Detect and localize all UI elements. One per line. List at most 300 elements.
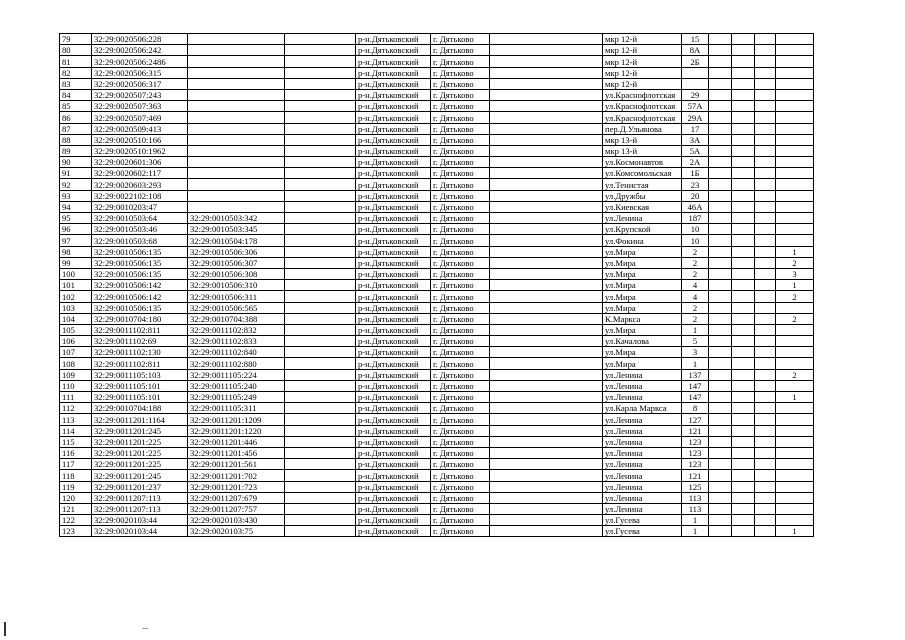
row-number-cell: 112 — [60, 403, 92, 414]
street-cell: ул.Краснофлотская — [603, 112, 682, 123]
row-number-cell: 121 — [60, 503, 92, 514]
empty-cell — [755, 313, 776, 324]
district-cell: р-н.Дятьковский — [356, 179, 431, 190]
empty-cell — [285, 392, 356, 403]
row-number-cell: 106 — [60, 336, 92, 347]
cadastral-number-cell: 32:29:0010506:142 — [92, 280, 188, 291]
empty-cell — [732, 56, 755, 67]
house-number-cell: 10 — [682, 224, 709, 235]
empty-cell — [732, 403, 755, 414]
cadastral-number-cell: 32:29:0011201:245 — [92, 470, 188, 481]
district-cell: р-н.Дятьковский — [356, 459, 431, 470]
street-cell: ул.Ленина — [603, 414, 682, 425]
city-cell: г. Дятьково — [431, 403, 490, 414]
table-row — [60, 291, 814, 302]
street-cell: ул.Дружбы — [603, 190, 682, 201]
city-cell: г. Дятьково — [431, 324, 490, 335]
street-cell: ул.Ленина — [603, 503, 682, 514]
street-cell: ул.Ленина — [603, 481, 682, 492]
house-number-cell: 121 — [682, 470, 709, 481]
empty-cell — [285, 481, 356, 492]
house-number-cell: 2 — [682, 268, 709, 279]
district-cell: р-н.Дятьковский — [356, 380, 431, 391]
empty-cell — [285, 101, 356, 112]
district-cell: р-н.Дятьковский — [356, 425, 431, 436]
district-cell: р-н.Дятьковский — [356, 347, 431, 358]
premises-cadastral-number-cell — [188, 112, 285, 123]
empty-cell — [709, 492, 732, 503]
table-row — [60, 123, 814, 134]
empty-cell — [285, 324, 356, 335]
empty-cell — [490, 257, 603, 268]
empty-cell — [732, 235, 755, 246]
empty-cell — [490, 168, 603, 179]
empty-cell — [709, 213, 732, 224]
street-cell: мкр 12-й — [603, 45, 682, 56]
empty-cell — [709, 246, 732, 257]
table-row — [60, 436, 814, 447]
city-cell: г. Дятьково — [431, 503, 490, 514]
premises-cadastral-number-cell: 32:29:0020103:75 — [188, 526, 285, 537]
street-cell: ул.Карла Маркса — [603, 403, 682, 414]
empty-cell — [490, 101, 603, 112]
cadastral-number-cell: 32:29:0011201:237 — [92, 481, 188, 492]
street-cell: ул.Фокина — [603, 235, 682, 246]
table-row — [60, 168, 814, 179]
apartment-number-cell — [776, 447, 814, 458]
apartment-number-cell — [776, 459, 814, 470]
street-cell: ул.Ленина — [603, 425, 682, 436]
row-number-cell: 90 — [60, 157, 92, 168]
city-cell: г. Дятьково — [431, 380, 490, 391]
premises-cadastral-number-cell: 32:29:0011102:880 — [188, 358, 285, 369]
premises-cadastral-number-cell — [188, 190, 285, 201]
cadastral-number-cell: 32:29:0020510:1962 — [92, 145, 188, 156]
cadastral-number-cell: 32:29:0011102:69 — [92, 336, 188, 347]
empty-cell — [285, 526, 356, 537]
apartment-number-cell: 2 — [776, 257, 814, 268]
empty-cell — [709, 302, 732, 313]
empty-cell — [285, 112, 356, 123]
empty-cell — [490, 425, 603, 436]
district-cell: р-н.Дятьковский — [356, 268, 431, 279]
apartment-number-cell — [776, 414, 814, 425]
empty-cell — [490, 515, 603, 526]
premises-cadastral-number-cell — [188, 168, 285, 179]
district-cell: р-н.Дятьковский — [356, 168, 431, 179]
district-cell: р-н.Дятьковский — [356, 436, 431, 447]
empty-cell — [709, 123, 732, 134]
house-number-cell: 121 — [682, 425, 709, 436]
city-cell: г. Дятьково — [431, 224, 490, 235]
table-row — [60, 224, 814, 235]
empty-cell — [490, 481, 603, 492]
district-cell: р-н.Дятьковский — [356, 324, 431, 335]
empty-cell — [755, 123, 776, 134]
empty-cell — [709, 78, 732, 89]
table-row — [60, 503, 814, 514]
city-cell: г. Дятьково — [431, 358, 490, 369]
empty-cell — [285, 459, 356, 470]
empty-cell — [490, 45, 603, 56]
cadastral-number-cell: 32:29:0020506:242 — [92, 45, 188, 56]
empty-cell — [285, 515, 356, 526]
house-number-cell: 123 — [682, 436, 709, 447]
row-number-cell: 119 — [60, 481, 92, 492]
empty-cell — [732, 291, 755, 302]
apartment-number-cell — [776, 380, 814, 391]
cadastral-number-cell: 32:29:0020509:413 — [92, 123, 188, 134]
district-cell: р-н.Дятьковский — [356, 503, 431, 514]
empty-cell — [709, 235, 732, 246]
cadastral-number-cell: 32:29:0011201:225 — [92, 436, 188, 447]
row-number-cell: 120 — [60, 492, 92, 503]
row-number-cell: 79 — [60, 34, 92, 45]
empty-cell — [755, 503, 776, 514]
premises-cadastral-number-cell: 32:29:0011201:1209 — [188, 414, 285, 425]
district-cell: р-н.Дятьковский — [356, 145, 431, 156]
street-cell: ул.Ленина — [603, 447, 682, 458]
house-number-cell: 20 — [682, 190, 709, 201]
premises-cadastral-number-cell: 32:29:0010506:307 — [188, 257, 285, 268]
row-number-cell: 91 — [60, 168, 92, 179]
empty-cell — [755, 336, 776, 347]
city-cell: г. Дятьково — [431, 369, 490, 380]
empty-cell — [732, 67, 755, 78]
empty-cell — [709, 280, 732, 291]
empty-cell — [490, 503, 603, 514]
empty-cell — [285, 302, 356, 313]
city-cell: г. Дятьково — [431, 56, 490, 67]
apartment-number-cell: 2 — [776, 369, 814, 380]
house-number-cell: 23 — [682, 179, 709, 190]
table-row — [60, 56, 814, 67]
premises-cadastral-number-cell: 32:29:0010506:306 — [188, 246, 285, 257]
row-number-cell: 115 — [60, 436, 92, 447]
apartment-number-cell — [776, 470, 814, 481]
empty-cell — [755, 481, 776, 492]
table-row — [60, 470, 814, 481]
cadastral-number-cell: 32:29:0011102:811 — [92, 358, 188, 369]
empty-cell — [490, 67, 603, 78]
premises-cadastral-number-cell: 32:29:0010506:308 — [188, 268, 285, 279]
street-cell: ул.Гусева — [603, 526, 682, 537]
row-number-cell: 86 — [60, 112, 92, 123]
row-number-cell: 107 — [60, 347, 92, 358]
district-cell: р-н.Дятьковский — [356, 78, 431, 89]
table-row — [60, 257, 814, 268]
cadastral-number-cell: 32:29:0011105:101 — [92, 380, 188, 391]
empty-cell — [490, 157, 603, 168]
district-cell: р-н.Дятьковский — [356, 492, 431, 503]
empty-cell — [732, 179, 755, 190]
cadastral-number-cell: 32:29:0020506:2486 — [92, 56, 188, 67]
district-cell: р-н.Дятьковский — [356, 201, 431, 212]
cadastral-number-cell: 32:29:0010203:47 — [92, 201, 188, 212]
premises-cadastral-number-cell — [188, 78, 285, 89]
empty-cell — [285, 280, 356, 291]
house-number-cell: 4 — [682, 291, 709, 302]
row-number-cell: 103 — [60, 302, 92, 313]
city-cell: г. Дятьково — [431, 280, 490, 291]
table-row — [60, 179, 814, 190]
city-cell: г. Дятьково — [431, 168, 490, 179]
premises-cadastral-number-cell: 32:29:0010506:310 — [188, 280, 285, 291]
house-number-cell: 127 — [682, 414, 709, 425]
premises-cadastral-number-cell: 32:29:0011105:311 — [188, 403, 285, 414]
empty-cell — [490, 268, 603, 279]
table-row — [60, 157, 814, 168]
empty-cell — [709, 201, 732, 212]
empty-cell — [732, 123, 755, 134]
empty-cell — [490, 190, 603, 201]
district-cell: р-н.Дятьковский — [356, 470, 431, 481]
district-cell: р-н.Дятьковский — [356, 313, 431, 324]
street-cell: ул.Краснофлотская — [603, 101, 682, 112]
premises-cadastral-number-cell: 32:29:0011201:456 — [188, 447, 285, 458]
empty-cell — [709, 324, 732, 335]
row-number-cell: 96 — [60, 224, 92, 235]
row-number-cell: 85 — [60, 101, 92, 112]
empty-cell — [490, 526, 603, 537]
row-number-cell: 95 — [60, 213, 92, 224]
district-cell: р-н.Дятьковский — [356, 515, 431, 526]
district-cell: р-н.Дятьковский — [356, 89, 431, 100]
table-row — [60, 45, 814, 56]
empty-cell — [732, 347, 755, 358]
empty-cell — [755, 190, 776, 201]
empty-cell — [732, 459, 755, 470]
table-row — [60, 369, 814, 380]
house-number-cell: 15 — [682, 34, 709, 45]
street-cell: пер.Д.Ульянова — [603, 123, 682, 134]
table-row — [60, 515, 814, 526]
city-cell: г. Дятьково — [431, 89, 490, 100]
apartment-number-cell: 1 — [776, 526, 814, 537]
row-number-cell: 94 — [60, 201, 92, 212]
house-number-cell: 57А — [682, 101, 709, 112]
scan-edge-mark — [4, 622, 6, 636]
empty-cell — [285, 179, 356, 190]
house-number-cell: 29 — [682, 89, 709, 100]
empty-cell — [490, 291, 603, 302]
premises-cadastral-number-cell: 32:29:0011105:249 — [188, 392, 285, 403]
street-cell: ул.Ленина — [603, 380, 682, 391]
empty-cell — [709, 313, 732, 324]
empty-cell — [732, 526, 755, 537]
row-number-cell: 104 — [60, 313, 92, 324]
city-cell: г. Дятьково — [431, 179, 490, 190]
table-row — [60, 213, 814, 224]
table-body — [60, 34, 814, 537]
empty-cell — [755, 492, 776, 503]
empty-cell — [755, 358, 776, 369]
apartment-number-cell — [776, 336, 814, 347]
premises-cadastral-number-cell — [188, 101, 285, 112]
empty-cell — [709, 168, 732, 179]
apartment-number-cell — [776, 67, 814, 78]
street-cell: ул.Мира — [603, 246, 682, 257]
premises-cadastral-number-cell: 32:29:0011102:832 — [188, 324, 285, 335]
house-number-cell: 1Б — [682, 168, 709, 179]
apartment-number-cell — [776, 78, 814, 89]
cadastral-number-cell: 32:29:0010503:46 — [92, 224, 188, 235]
city-cell: г. Дятьково — [431, 145, 490, 156]
empty-cell — [755, 201, 776, 212]
row-number-cell: 87 — [60, 123, 92, 134]
empty-cell — [755, 157, 776, 168]
street-cell: ул.Мира — [603, 347, 682, 358]
house-number-cell: 147 — [682, 392, 709, 403]
empty-cell — [732, 313, 755, 324]
empty-cell — [755, 369, 776, 380]
row-number-cell: 84 — [60, 89, 92, 100]
empty-cell — [755, 526, 776, 537]
street-cell: ул.Космонавтов — [603, 157, 682, 168]
house-number-cell: 2Б — [682, 56, 709, 67]
row-number-cell: 98 — [60, 246, 92, 257]
row-number-cell: 92 — [60, 179, 92, 190]
cadastral-number-cell: 32:29:0020103:44 — [92, 515, 188, 526]
table-row — [60, 235, 814, 246]
apartment-number-cell — [776, 112, 814, 123]
empty-cell — [490, 213, 603, 224]
empty-cell — [490, 447, 603, 458]
premises-cadastral-number-cell: 32:29:0011201:561 — [188, 459, 285, 470]
apartment-number-cell — [776, 436, 814, 447]
cadastral-number-cell: 32:29:0020506:317 — [92, 78, 188, 89]
district-cell: р-н.Дятьковский — [356, 67, 431, 78]
empty-cell — [490, 436, 603, 447]
empty-cell — [709, 526, 732, 537]
empty-cell — [732, 190, 755, 201]
empty-cell — [709, 112, 732, 123]
street-cell: ул.Ленина — [603, 213, 682, 224]
cadastral-number-cell: 32:29:0020506:315 — [92, 67, 188, 78]
empty-cell — [755, 134, 776, 145]
table-row — [60, 358, 814, 369]
house-number-cell: 1 — [682, 358, 709, 369]
cadastral-number-cell: 32:29:0010506:135 — [92, 257, 188, 268]
empty-cell — [732, 157, 755, 168]
cadastral-number-cell: 32:29:0020507:363 — [92, 101, 188, 112]
city-cell: г. Дятьково — [431, 134, 490, 145]
table-row — [60, 380, 814, 391]
empty-cell — [732, 425, 755, 436]
district-cell: р-н.Дятьковский — [356, 481, 431, 492]
empty-cell — [709, 380, 732, 391]
empty-cell — [732, 392, 755, 403]
apartment-number-cell — [776, 168, 814, 179]
apartment-number-cell — [776, 56, 814, 67]
house-number-cell: 5А — [682, 145, 709, 156]
apartment-number-cell — [776, 179, 814, 190]
apartment-number-cell — [776, 235, 814, 246]
empty-cell — [709, 436, 732, 447]
house-number-cell: 147 — [682, 380, 709, 391]
apartment-number-cell — [776, 403, 814, 414]
house-number-cell: 123 — [682, 447, 709, 458]
district-cell: р-н.Дятьковский — [356, 235, 431, 246]
empty-cell — [732, 246, 755, 257]
premises-cadastral-number-cell — [188, 67, 285, 78]
empty-cell — [285, 358, 356, 369]
street-cell: ул.Ленина — [603, 369, 682, 380]
street-cell: ул.Мира — [603, 324, 682, 335]
empty-cell — [732, 101, 755, 112]
empty-cell — [285, 190, 356, 201]
empty-cell — [732, 201, 755, 212]
empty-cell — [709, 358, 732, 369]
empty-cell — [732, 145, 755, 156]
cadastral-number-cell: 32:29:0011102:130 — [92, 347, 188, 358]
empty-cell — [709, 89, 732, 100]
district-cell: р-н.Дятьковский — [356, 447, 431, 458]
city-cell: г. Дятьково — [431, 123, 490, 134]
cadastral-number-cell: 32:29:0010506:135 — [92, 268, 188, 279]
empty-cell — [755, 101, 776, 112]
premises-cadastral-number-cell: 32:29:0010506:565 — [188, 302, 285, 313]
city-cell: г. Дятьково — [431, 45, 490, 56]
cadastral-number-cell: 32:29:0010506:142 — [92, 291, 188, 302]
empty-cell — [709, 347, 732, 358]
cadastral-number-cell: 32:29:0010506:135 — [92, 302, 188, 313]
empty-cell — [285, 157, 356, 168]
table-row — [60, 403, 814, 414]
street-cell: ул.Мира — [603, 358, 682, 369]
table-row — [60, 313, 814, 324]
empty-cell — [285, 168, 356, 179]
row-number-cell: 123 — [60, 526, 92, 537]
cadastral-number-cell: 32:29:0010503:68 — [92, 235, 188, 246]
table-row — [60, 392, 814, 403]
empty-cell — [755, 45, 776, 56]
empty-cell — [709, 67, 732, 78]
empty-cell — [709, 179, 732, 190]
empty-cell — [490, 246, 603, 257]
empty-cell — [285, 56, 356, 67]
cadastral-number-cell: 32:29:0020601:306 — [92, 157, 188, 168]
empty-cell — [490, 112, 603, 123]
empty-cell — [732, 358, 755, 369]
row-number-cell: 117 — [60, 459, 92, 470]
premises-cadastral-number-cell: 32:29:0011201:723 — [188, 481, 285, 492]
empty-cell — [755, 425, 776, 436]
table-row — [60, 78, 814, 89]
cadastral-number-cell: 32:29:0011207:113 — [92, 503, 188, 514]
apartment-number-cell — [776, 515, 814, 526]
row-number-cell: 109 — [60, 369, 92, 380]
table-row — [60, 101, 814, 112]
table-row — [60, 145, 814, 156]
premises-cadastral-number-cell: 32:29:0011201:446 — [188, 436, 285, 447]
street-cell: ул.Гусева — [603, 515, 682, 526]
table-row — [60, 336, 814, 347]
apartment-number-cell — [776, 425, 814, 436]
empty-cell — [732, 268, 755, 279]
house-number-cell: 125 — [682, 481, 709, 492]
premises-cadastral-number-cell — [188, 157, 285, 168]
apartment-number-cell — [776, 134, 814, 145]
city-cell: г. Дятьково — [431, 336, 490, 347]
empty-cell — [285, 89, 356, 100]
district-cell: р-н.Дятьковский — [356, 257, 431, 268]
premises-cadastral-number-cell: 32:29:0011105:224 — [188, 369, 285, 380]
district-cell: р-н.Дятьковский — [356, 213, 431, 224]
apartment-number-cell: 3 — [776, 268, 814, 279]
empty-cell — [709, 470, 732, 481]
house-number-cell: 2А — [682, 157, 709, 168]
